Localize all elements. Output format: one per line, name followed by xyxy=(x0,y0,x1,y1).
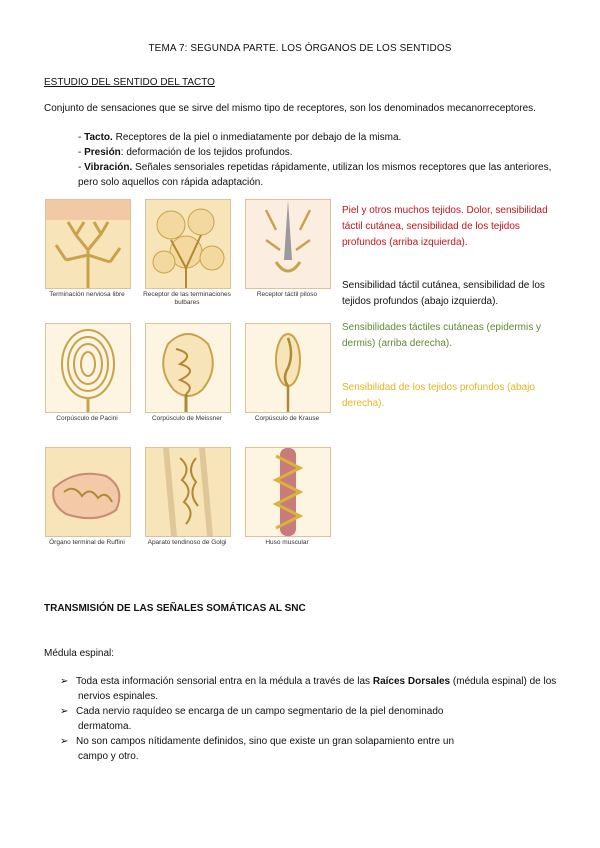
figure-cell xyxy=(242,321,332,439)
list-item xyxy=(60,674,570,689)
bullet-list xyxy=(60,674,570,764)
figure-cell xyxy=(42,197,132,315)
list-item: - Vibración. Señales sensoriales repetidas rápidamente, utilizan los mismos receptores que las anteriores, xyxy=(78,162,552,173)
list-item xyxy=(60,734,570,749)
list-item: - Presión: deformación de los tejidos profundos. xyxy=(78,147,293,158)
meissner-corpuscle-illustration xyxy=(145,323,231,413)
figure-caption: Corpúsculo de Meissner xyxy=(151,415,223,422)
figure-caption: Órgano terminal de Ruffini xyxy=(49,539,125,546)
section-heading-tacto: ESTUDIO DEL SENTIDO DEL TACTO xyxy=(44,77,215,88)
side-notes xyxy=(342,320,558,352)
arrow-bullet-icon: ➢ xyxy=(60,706,69,717)
receptor-figure xyxy=(42,197,330,567)
golgi-tendon-illustration xyxy=(145,447,231,537)
figure-caption: Receptor de las terminaciones bulbares xyxy=(143,291,231,306)
note-green: Sensibilidades táctiles cutáneas (epidermis y dermis) (arriba derecha). xyxy=(342,322,541,349)
bullet-continuation: nervios espinales. xyxy=(78,691,159,702)
bulbar-receptor-illustration xyxy=(145,199,231,289)
figure-caption: Receptor táctil piloso xyxy=(256,291,318,298)
arrow-bullet-icon: ➢ xyxy=(60,676,69,687)
figure-caption: Terminación nerviosa libre xyxy=(49,291,125,298)
pacini-corpuscle-illustration xyxy=(45,323,131,413)
note-red: Piel y otros muchos tejidos. Dolor, sensibilidad táctil cutánea, sensibilidad de los tejidos profundos (arriba izquierda). xyxy=(342,205,548,248)
list-term: Tacto. xyxy=(84,132,113,143)
side-notes xyxy=(342,203,558,251)
list-text: : deformación de los tejidos profundos. xyxy=(120,147,293,158)
krause-corpuscle-illustration xyxy=(245,323,331,413)
list-item xyxy=(60,704,570,719)
ruffini-organ-illustration xyxy=(45,447,131,537)
list-text: Señales sensoriales repetidas rápidamente, utilizan los mismos receptores que las anteriores, xyxy=(132,162,552,173)
figure-caption: Aparato tendinoso de Golgi xyxy=(147,539,227,546)
bullet-text: (médula espinal) de los xyxy=(450,676,557,687)
muscle-spindle-illustration xyxy=(245,447,331,537)
side-notes xyxy=(342,380,558,412)
figure-caption: Huso muscular xyxy=(265,539,309,546)
list-term: Presión xyxy=(84,147,121,158)
bullet-text: Toda esta información sensorial entra en la médula a través de las xyxy=(76,676,373,687)
figure-cell xyxy=(42,445,132,563)
figure-cell xyxy=(42,321,132,439)
list-text: Receptores de la piel o inmediatamente por debajo de la misma. xyxy=(112,132,402,143)
bullet-bold: Raíces Dorsales xyxy=(372,676,451,687)
bullet-continuation: dermatoma. xyxy=(78,721,132,732)
figure-cell xyxy=(242,197,332,315)
bullet-text: No son campos nítidamente definidos, sino que existe un gran solapamiento entre un xyxy=(76,736,455,747)
note-black: Sensibilidad táctil cutánea, sensibilidad de los tejidos profundos (abajo izquierda). xyxy=(342,280,545,307)
receptor-list xyxy=(78,130,578,175)
hair-receptor-illustration xyxy=(245,199,331,289)
bullet-text: Cada nervio raquídeo se encarga de un campo segmentario de la piel denominado xyxy=(76,706,444,717)
bullet-continuation: campo y otro. xyxy=(78,751,139,762)
figure-caption: Corpúsculo de Krause xyxy=(254,415,320,422)
free-nerve-ending-illustration xyxy=(45,199,131,289)
figure-cell xyxy=(142,321,232,439)
side-notes xyxy=(342,278,558,310)
figure-cell xyxy=(242,445,332,563)
section-heading-transmision: TRANSMISIÓN DE LAS SEÑALES SOMÁTICAS AL SNC xyxy=(44,603,306,614)
figure-cell xyxy=(142,445,232,563)
list-term: Vibración. xyxy=(84,162,133,173)
list-item: - Tacto. Receptores de la piel o inmediatamente por debajo de la misma. xyxy=(78,132,402,143)
figure-cell xyxy=(142,197,232,315)
list-continuation: pero solo aquellos con rápida adaptación. xyxy=(78,177,264,188)
arrow-bullet-icon: ➢ xyxy=(60,736,69,747)
figure-caption: Corpúsculo de Pacini xyxy=(56,415,118,422)
note-yellow: Sensibilidad de los tejidos profundos (abajo derecha). xyxy=(342,382,535,409)
subheading-medula: Médula espinal: xyxy=(44,648,115,659)
intro-paragraph: Conjunto de sensaciones que se sirve del mismo tipo de receptores, son los denominados mecanorreceptores. xyxy=(44,103,536,114)
page-title: TEMA 7: SEGUNDA PARTE. LOS ÓRGANOS DE LOS SENTIDOS xyxy=(148,43,452,54)
